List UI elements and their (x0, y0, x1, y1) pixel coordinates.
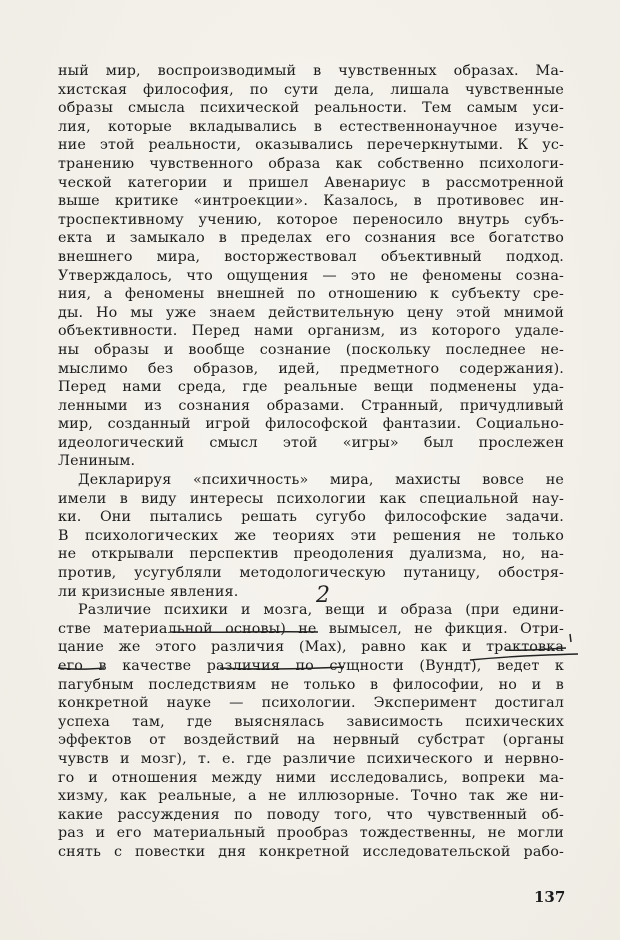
text-line: успеха там, где выяснялась зависимость психических (58, 713, 564, 730)
text-line: Лениным. (58, 453, 136, 470)
text-line: объективности. Перед нами организм, из которого удале- (58, 323, 564, 340)
text-line: пагубным последствиям не только в философии, но и в (58, 676, 564, 693)
text-line: конкретной науке — психологии. Эксперимент достигал (58, 695, 564, 712)
text-line: Утверждалось, что ощущения — это не феномены созна- (58, 267, 564, 284)
text-line: какие рассуждения по поводу того, что чувственный об- (58, 806, 564, 823)
text-line: ли кризисные явления. (58, 583, 239, 600)
text-line: стве материальной основы) не вымысел, не фикция. Отри- (58, 620, 564, 637)
text-line: ния, а феномены внешней по отношению к субъекту сре- (58, 286, 564, 303)
text-line: образы смысла психической реальности. Тем самым уси- (58, 100, 564, 117)
text-line: эффектов от воздействий на нервный субстрат (органы (58, 732, 564, 749)
text-line: идеологический смысл этой «игры» был прослежен (58, 434, 564, 451)
text-line: ки. Они пытались решать сугубо философские задачи. (58, 509, 564, 526)
pen-stroke (470, 654, 578, 660)
text-line: его в качестве различия по сущности (Вундт), ведет к (58, 658, 564, 674)
underline-mark (170, 632, 318, 633)
text-line: ческой категории и пришел Авенариус в рассмотренной (58, 174, 564, 191)
underline-mark (220, 667, 344, 669)
underline-mark (506, 648, 566, 650)
text-line: ленными из сознания образами. Странный, причудливый (58, 397, 564, 414)
pen-tick (570, 634, 571, 642)
text-line: не открывали перспектив преодоления дуализма, но, на- (58, 546, 564, 563)
text-line: цание же этого различия (Мах), равно как и трактовка (58, 639, 564, 656)
text-line: выше критике «интроекции». Казалось, в противовес ин- (58, 193, 564, 210)
handwritten-number: 2 (316, 583, 330, 608)
text-line: мир, созданный игрой философской фантазии. Социально- (58, 416, 564, 433)
text-line: чувств и мозг), т. е. где различие психического и нервно- (58, 750, 564, 767)
text-line: мыслимо без образов, идей, предметного содержания). (58, 360, 564, 377)
text-line: троспективному учению, которое переносило внутрь субъ- (58, 211, 564, 228)
text-line: внешнего мира, восторжествовал объективный подход. (58, 248, 564, 265)
underline-mark (58, 668, 104, 669)
text-line: го и отношения между ними исследовались, вопреки ма- (58, 769, 564, 786)
text-line: Перед нами среда, где реальные вещи подменены уда- (58, 379, 564, 396)
text-line: екта и замыкало в пределах его сознания все богатство (58, 230, 564, 247)
text-line: ды. Но мы уже знаем действительную цену этой мнимой (58, 304, 564, 321)
text-line: раз и его материальный прообраз тождественны, не могли (58, 825, 564, 842)
page-number: 137 (534, 888, 566, 906)
text-line: хистская философия, по сути дела, лишала чувственные (58, 81, 564, 98)
text-line: В психологических же теориях эти решения не только (58, 527, 564, 544)
text-line: хизму, как реальные, а не иллюзорные. Точно так же ни- (58, 788, 564, 805)
text-line: Декларируя «психичность» мира, махисты вовсе не (78, 472, 564, 489)
text-line: ны образы и вообще сознание (поскольку последнее не- (58, 341, 564, 358)
text-line: против, усугубляли методологическую путаницу, обостря- (58, 565, 564, 582)
text-line: имели в виду интересы психологии как специальной нау- (58, 490, 564, 507)
text-line: Различие психики и мозга, вещи и образа (при едини- (78, 602, 564, 619)
text-line: лия, которые вкладывались в естественнонаучное изуче- (58, 118, 564, 135)
text-line: ние этой реальности, оказывались перечеркнутыми. К ус- (58, 137, 564, 154)
text-line: снять с повестки дня конкретной исследовательской рабо- (58, 843, 564, 860)
text-line: ный мир, воспроизводимый в чувственных образах. Ма- (58, 63, 564, 79)
text-line: транению чувственного образа как собственно психологи- (58, 155, 564, 172)
